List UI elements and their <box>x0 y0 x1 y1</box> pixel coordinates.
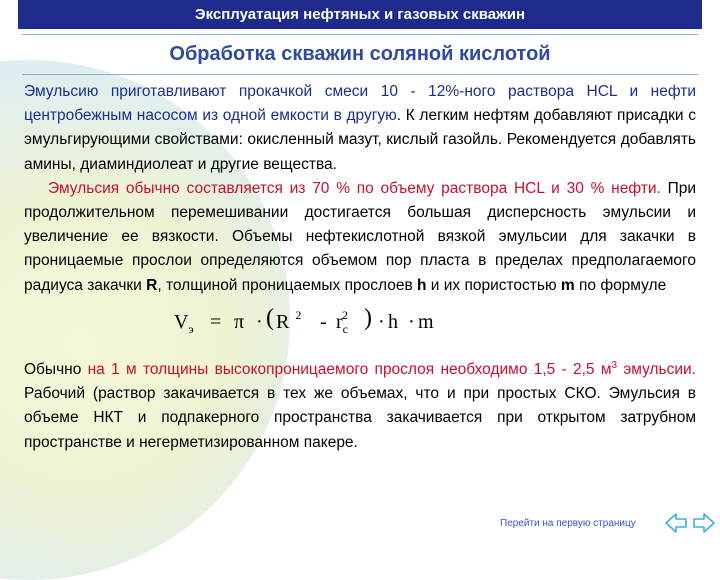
paragraph-2-text-2: , толщиной проницаемых прослоев <box>157 276 417 294</box>
paragraph-1-blue: Эмульсию приготавливают прокачкой смеси 10 - 12%-ного раствора HCL и нефти центробежным насосом из одной емкости в другую <box>24 83 696 125</box>
formula-h: h <box>388 310 398 333</box>
formula-m: m <box>418 310 434 333</box>
formula-eq: = <box>210 310 222 333</box>
formula-dot-3: · <box>408 310 415 333</box>
formula-V: $V_э$ <box>174 310 194 336</box>
page-title: Обработка скважин соляной кислотой <box>169 43 551 65</box>
arrow-right-icon[interactable] <box>694 514 714 532</box>
nav-arrows <box>664 512 716 534</box>
paragraph-2 <box>24 177 696 298</box>
arrow-left-icon[interactable] <box>666 514 686 532</box>
var-m: m <box>560 276 575 294</box>
paragraph-1 <box>24 80 696 177</box>
paragraph-3 <box>24 354 696 455</box>
var-R: R <box>146 276 158 294</box>
paragraph-1-rest: . К легким нефтям добавляют присадки с эмульгирующими свойствами: окисленный мазут, кислый газойль. Рекомендуется добавлять амины, диаминдиолеат и другие вещества. <box>24 107 696 173</box>
formula-pi: π <box>234 310 245 333</box>
first-page-link[interactable]: Перейти на первую страницу <box>500 518 636 529</box>
header-bar <box>18 0 702 29</box>
formula-rparen: ) <box>364 304 372 331</box>
formula-R: R $^2$ <box>276 307 302 333</box>
paragraph-2-red: Эмульсия обычно составляется из 70 % по объему раствора HCL и 30 % нефти. <box>48 179 661 197</box>
divider-bottom <box>22 74 698 75</box>
formula-lparen: ( <box>266 304 274 331</box>
paragraph-2-text-4: по формуле <box>574 276 667 294</box>
formula <box>24 298 696 354</box>
formula-r: $r_c^2$ <box>336 307 348 336</box>
paragraph-2-text-3: и их пористостью <box>426 276 561 294</box>
paragraph-3-red: на 1 м толщины высокопроницаемого прослоя необходимо 1,5 - 2,5 $м^3$ эмульсии. <box>87 359 696 378</box>
formula-minus: - <box>320 310 327 333</box>
paragraph-3-lead: Обычно <box>24 360 88 378</box>
paragraph-3-rest: Рабочий (раствор закачивается в тех же объемах, что и при простых СКО. Эмульсия в объеме НКТ и подпакерного пространства закачивается при открытом затрубном пространстве и негерметизированном пакере. <box>24 385 696 451</box>
content-body <box>24 80 696 455</box>
paragraph-2-text-1: При продолжительном перемешивании достигается большая дисперсность эмульсии и увеличение ее вязкости. Объемы нефтекислотной вязкой эмульсии для закачки в проницаемые прослои определяются объемом пор пласта в пределах предполагаемого радиуса закачки <box>24 179 696 294</box>
header-title: Эксплуатация нефтяных и газовых скважин <box>194 6 526 23</box>
var-h: h <box>416 276 427 294</box>
formula-dot-2: · <box>378 310 385 333</box>
formula-dot-1: · <box>256 310 263 333</box>
divider-top <box>22 34 698 35</box>
